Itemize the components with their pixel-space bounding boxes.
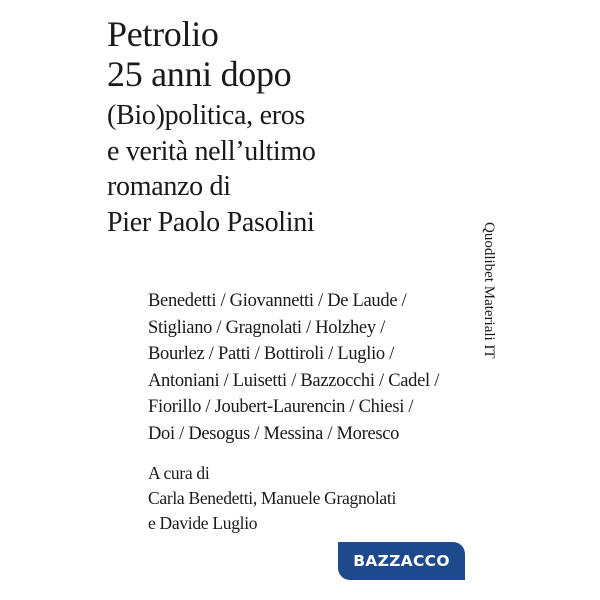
contributors-line: Fiorillo / Joubert-Laurencin / Chiesi / <box>148 397 414 417</box>
title-line: Petrolio <box>107 14 219 54</box>
contributors-list <box>148 288 439 447</box>
bookstore-badge <box>338 542 465 580</box>
subtitle-line: romanzo di <box>107 171 231 202</box>
editors-line: A cura di <box>148 463 210 483</box>
editors-line: Carla Benedetti, Manuele Gragnolati <box>148 488 397 508</box>
book-subtitle <box>107 98 316 240</box>
contributors-line: Benedetti / Giovannetti / De Laude / <box>148 291 407 311</box>
contributors-line: Doi / Desogus / Messina / Moresco <box>148 423 400 444</box>
contributors-line: Stigliano / Gragnolati / Holzhey / <box>148 317 385 338</box>
series-text: Quodlibet Materiali IT <box>481 222 497 359</box>
book-title <box>107 14 291 94</box>
editors-block <box>148 461 396 536</box>
subtitle-line: e verità nell’ultimo <box>107 135 316 167</box>
series-label <box>479 222 499 392</box>
contributors-line: Bourlez / Patti / Bottiroli / Luglio / <box>148 344 395 364</box>
subtitle-line: Pier Paolo Pasolini <box>107 206 315 238</box>
contributors-line: Antoniani / Luisetti / Bazzocchi / Cadel / <box>148 370 440 391</box>
subtitle-line: (Bio)politica, eros <box>107 100 306 131</box>
title-line: 25 anni dopo <box>107 54 292 94</box>
editors-line: e Davide Luglio <box>148 513 258 533</box>
badge-label: BAZZACCO <box>353 552 450 570</box>
